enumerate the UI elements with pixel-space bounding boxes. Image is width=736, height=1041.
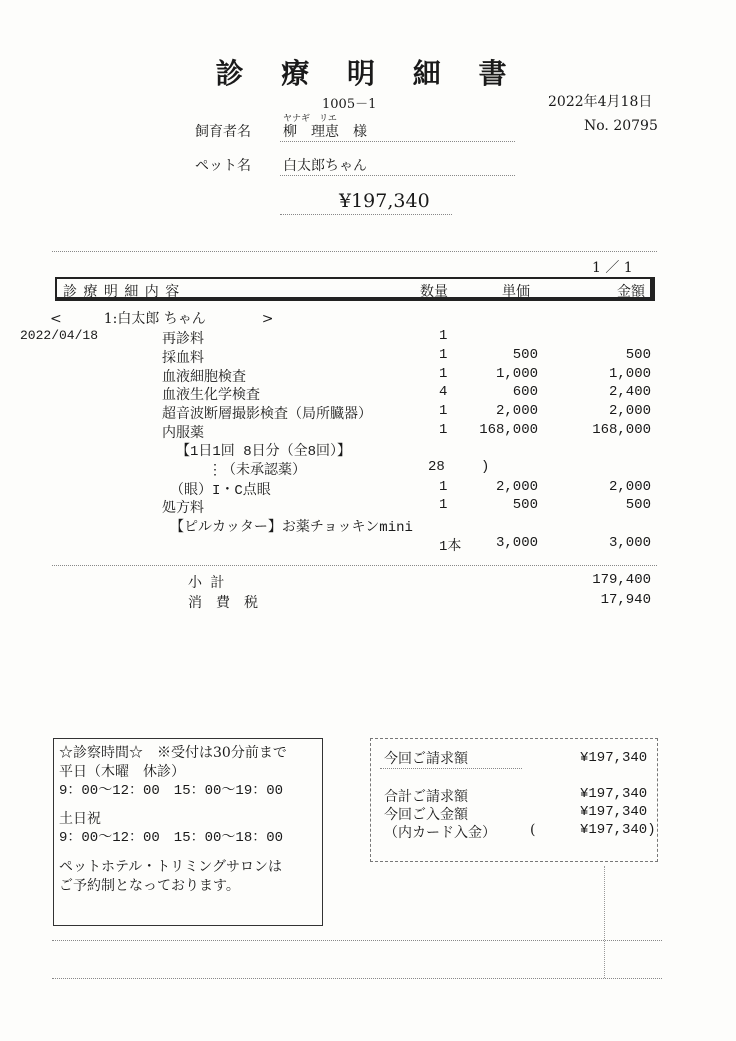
column-description: 診 療 明 細 内 容 xyxy=(63,284,181,300)
table-row: ⋮（未承認薬） 28 ) xyxy=(208,459,490,479)
issue-date: 2022年4月18日 xyxy=(548,94,653,110)
card-payment-label: （内カード入金） xyxy=(384,825,496,841)
pet-name: 白太郎ちゃん xyxy=(283,158,367,174)
table-row: 超音波断層撮影検査（局所臓器） 1 2,000 2,000 xyxy=(162,403,651,423)
table-row: 血液細胞検査 1 1,000 1,000 xyxy=(162,366,651,386)
tax-row: 消 費 税 17,940 xyxy=(188,592,651,612)
hotel-note-line1: ペットホテル・トリミングサロンは xyxy=(59,859,283,875)
table-row: （眼）I・C点眼 1 2,000 2,000 xyxy=(170,479,651,499)
hours-title: ☆診察時間☆ ※受付は30分前まで xyxy=(59,745,287,761)
paid-value: ¥197,340 xyxy=(580,804,648,820)
total-bill-value: ¥197,340 xyxy=(580,786,648,802)
weekday-label: 平日（木曜 休診） xyxy=(59,764,185,780)
document-title: 診 療 明 細 書 xyxy=(215,57,521,90)
weekday-hours: 9：00～12：00 15：00～19：00 xyxy=(59,783,284,799)
column-amount: 金額 xyxy=(617,284,645,300)
owner-kana: ヤナギ リエ xyxy=(283,114,337,124)
table-row: 再診料 1 xyxy=(162,328,448,348)
pet-label: ペット名 xyxy=(195,158,251,174)
weekend-label: 土日祝 xyxy=(59,811,101,827)
card-payment-value: ¥197,340) xyxy=(580,822,656,838)
column-qty: 数量 xyxy=(420,284,448,300)
column-unit-price: 単価 xyxy=(502,284,530,300)
page-indicator: 1 ／ 1 xyxy=(592,260,633,276)
subtotal-row: 小 計 179,400 xyxy=(188,572,651,592)
table-row: 処方料 1 500 500 xyxy=(162,497,651,517)
client-code: 1005－1 xyxy=(322,97,377,112)
card-open-paren: ( xyxy=(530,822,536,838)
table-row: 1本 3,000 3,000 xyxy=(439,535,651,555)
current-bill-label: 今回ご請求額 xyxy=(384,751,468,767)
table-row: 【ピルカッター】お薬チョッキンmini xyxy=(170,520,413,536)
paid-label: 今回ご入金額 xyxy=(384,807,468,823)
receipt-number: No. 20795 xyxy=(584,118,658,134)
table-header xyxy=(55,277,655,301)
weekend-hours: 9：00～12：00 15：00～18：00 xyxy=(59,830,284,846)
owner-name: 柳 理恵 様 xyxy=(283,124,367,140)
owner-label: 飼育者名 xyxy=(195,124,251,140)
total-bill-label: 合計ご請求額 xyxy=(384,789,468,805)
table-row: 採血料 1 500 500 xyxy=(162,347,651,367)
table-row: 【1日1回 8日分（全8回）】 xyxy=(176,444,352,460)
table-row: 血液生化学検査 4 600 2,400 xyxy=(162,384,651,404)
current-bill-value: ¥197,340 xyxy=(580,750,648,766)
hotel-note-line2: ご予約制となっております。 xyxy=(59,878,240,894)
table-row: 内服薬 1 168,000 168,000 xyxy=(162,422,651,442)
patient-row: < 1:白太郎 ちゃん > xyxy=(50,311,274,327)
total-amount: ¥197,340 xyxy=(339,190,430,212)
visit-date: 2022/04/18 xyxy=(20,328,99,343)
